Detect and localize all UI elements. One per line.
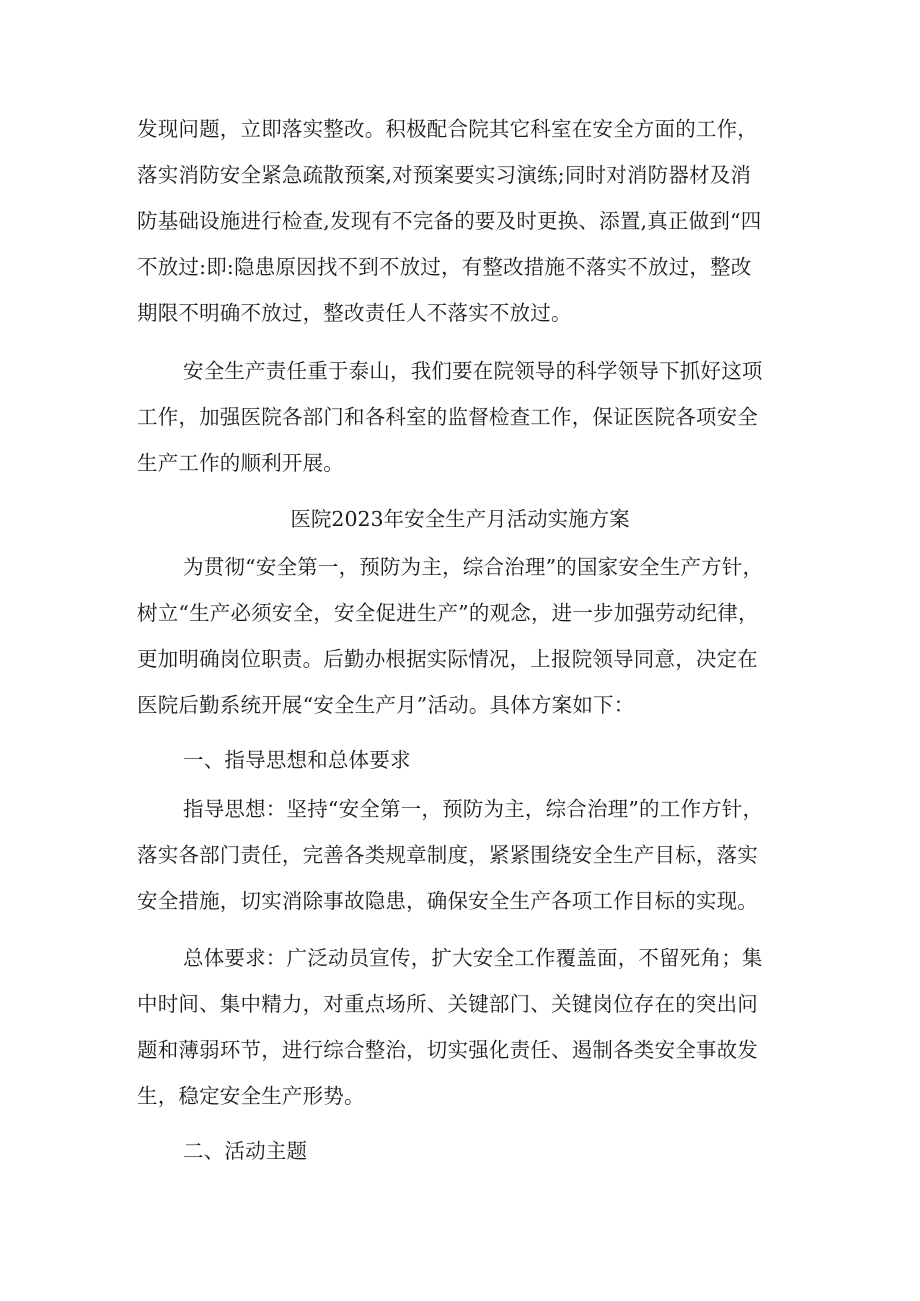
paragraph-2-line-3: 生产工作的顺利开展。	[137, 451, 344, 475]
paragraph-3-line-2: 树立“生产必须安全，安全促进生产”的观念，进一步加强劳动纪律，	[137, 601, 759, 625]
document-title: 医院2023年安全生产月活动实施方案	[290, 507, 630, 531]
paragraph-1-line-5: 期限不明确不放过，整改责任人不落实不放过。	[137, 301, 572, 325]
paragraph-4-line-3: 安全措施，切实消除事故隐患，确保安全生产各项工作目标的实现。	[137, 889, 758, 913]
paragraph-2-line-1: 安全生产责任重于泰山，我们要在院领导的科学领导下抓好这项	[183, 359, 763, 383]
paragraph-3-line-4: 医院后勤系统开展“安全生产月”活动。具体方案如下：	[137, 693, 635, 717]
paragraph-4-line-2: 落实各部门责任，完善各类规章制度，紧紧围绕安全生产目标，落实	[137, 843, 758, 867]
section-heading-2: 二、活动主题	[183, 1139, 308, 1163]
paragraph-5-line-3: 题和薄弱环节，进行综合整治，切实强化责任、遏制各类安全事故发	[137, 1038, 758, 1062]
paragraph-3-line-3: 更加明确岗位职责。后勤办根据实际情况，上报院领导同意，决定在	[137, 647, 758, 671]
paragraph-3-line-1: 为贯彻“安全第一，预防为主，综合治理”的国家安全生产方针，	[183, 555, 764, 579]
paragraph-1-line-4: 不放过:即:隐患原因找不到不放过，有整改措施不落实不放过，整改	[137, 255, 752, 279]
paragraph-5-line-4: 生，稳定安全生产形势。	[137, 1084, 365, 1108]
paragraph-5-line-2: 中时间、集中精力，对重点场所、关键部门、关键岗位存在的突出问	[137, 992, 758, 1016]
paragraph-2-line-2: 工作，加强医院各部门和各科室的监督检查工作，保证医院各项安全	[137, 405, 758, 429]
section-heading-1: 一、指导思想和总体要求	[183, 748, 411, 772]
paragraph-1-line-3: 防基础设施进行检查,发现有不完备的要及时更换、添置,真正做到“四	[137, 209, 762, 233]
paragraph-1-line-2: 落实消防安全紧急疏散预案,对预案要实习演练;同时对消防器材及消	[137, 163, 752, 187]
paragraph-1-line-1: 发现问题，立即落实整改。积极配合院其它科室在安全方面的工作，	[137, 117, 758, 141]
paragraph-4-line-1: 指导思想：坚持“安全第一，预防为主，综合治理”的工作方针，	[183, 797, 764, 821]
paragraph-5-line-1: 总体要求：广泛动员宣传，扩大安全工作覆盖面，不留死角；集	[183, 946, 763, 970]
